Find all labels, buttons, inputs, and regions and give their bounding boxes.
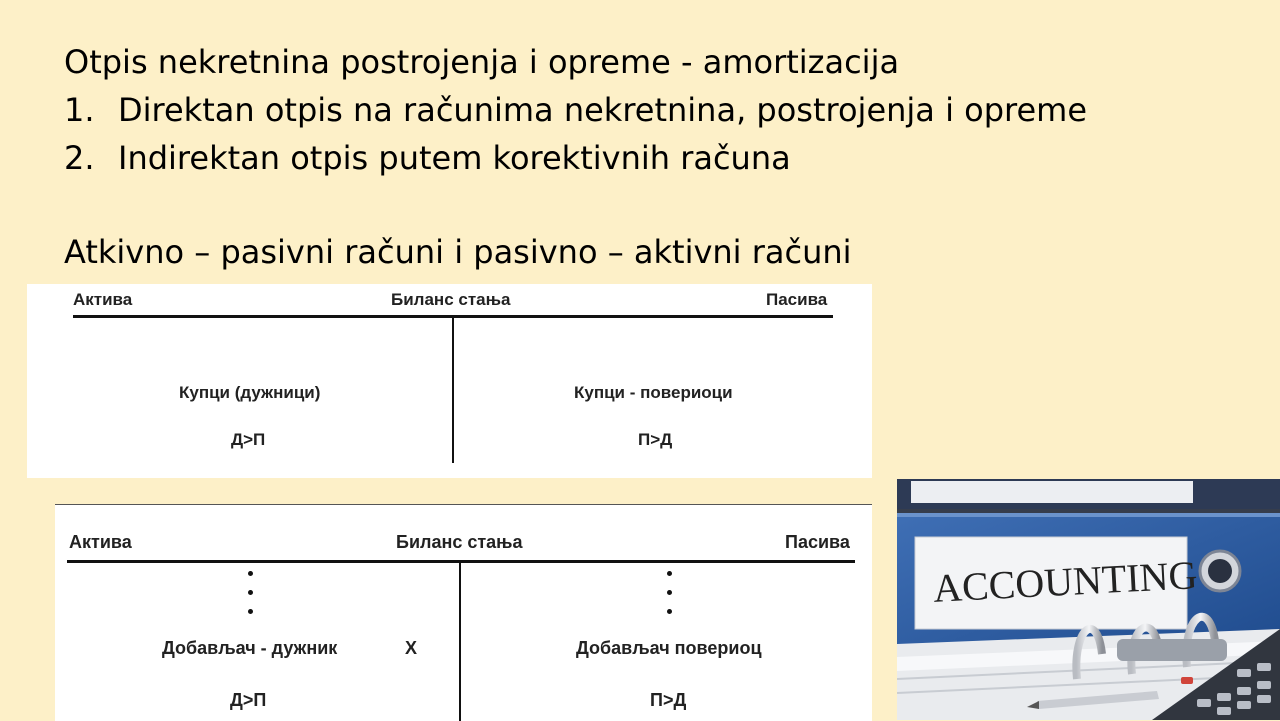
list-number: 2. [64, 139, 95, 177]
t-account-divider [452, 317, 454, 463]
left-account-name: Добављач - дужник [162, 638, 338, 658]
t-account-2 [55, 504, 872, 721]
list-item [64, 134, 1087, 182]
ellipsis-dot [248, 571, 253, 576]
right-account-rule: П>Д [650, 690, 687, 710]
t-account-title: Биланс стања [391, 290, 511, 309]
t-account-top-rule [67, 560, 855, 563]
t-account-right-header: Пасива [785, 532, 850, 552]
list-text: Direktan otpis na računima nekretnina, postrojenja i opreme [118, 91, 1088, 129]
right-account-name: Добављач повериоц [576, 638, 762, 658]
slide-subheading: Atkivno – pasivni računi i pasivno – aktivni računi [64, 233, 852, 271]
list-text: Indirektan otpis putem korektivnih računa [118, 139, 791, 177]
right-account-rule: П>Д [638, 430, 673, 449]
t-account-left-header: Актива [73, 290, 133, 309]
slide-heading: Otpis nekretnina postrojenja i opreme - amortizacija [64, 43, 900, 81]
x-mark: X [405, 638, 418, 658]
ellipsis-dot [248, 609, 253, 614]
t-account-title: Биланс стања [396, 532, 523, 552]
t-account-1 [27, 284, 872, 478]
accounting-binder-photo [897, 479, 1280, 720]
list-item [64, 86, 1087, 134]
ellipsis-dot [248, 590, 253, 595]
left-account-rule: Д>П [231, 430, 266, 449]
t-account-left-header: Актива [69, 532, 132, 552]
ellipsis-dot [667, 571, 672, 576]
right-account-name: Купци - повериоци [574, 383, 733, 402]
left-account-name: Купци (дужници) [179, 383, 321, 402]
ellipsis-dot [667, 609, 672, 614]
ellipsis-dot [667, 590, 672, 595]
list-number: 1. [64, 91, 95, 129]
left-account-rule: Д>П [230, 690, 267, 710]
t-account-divider [459, 562, 461, 721]
binder-label: ACCOUNTING [932, 552, 1199, 611]
t-account-right-header: Пасива [766, 290, 828, 309]
slide-text [64, 38, 1087, 182]
